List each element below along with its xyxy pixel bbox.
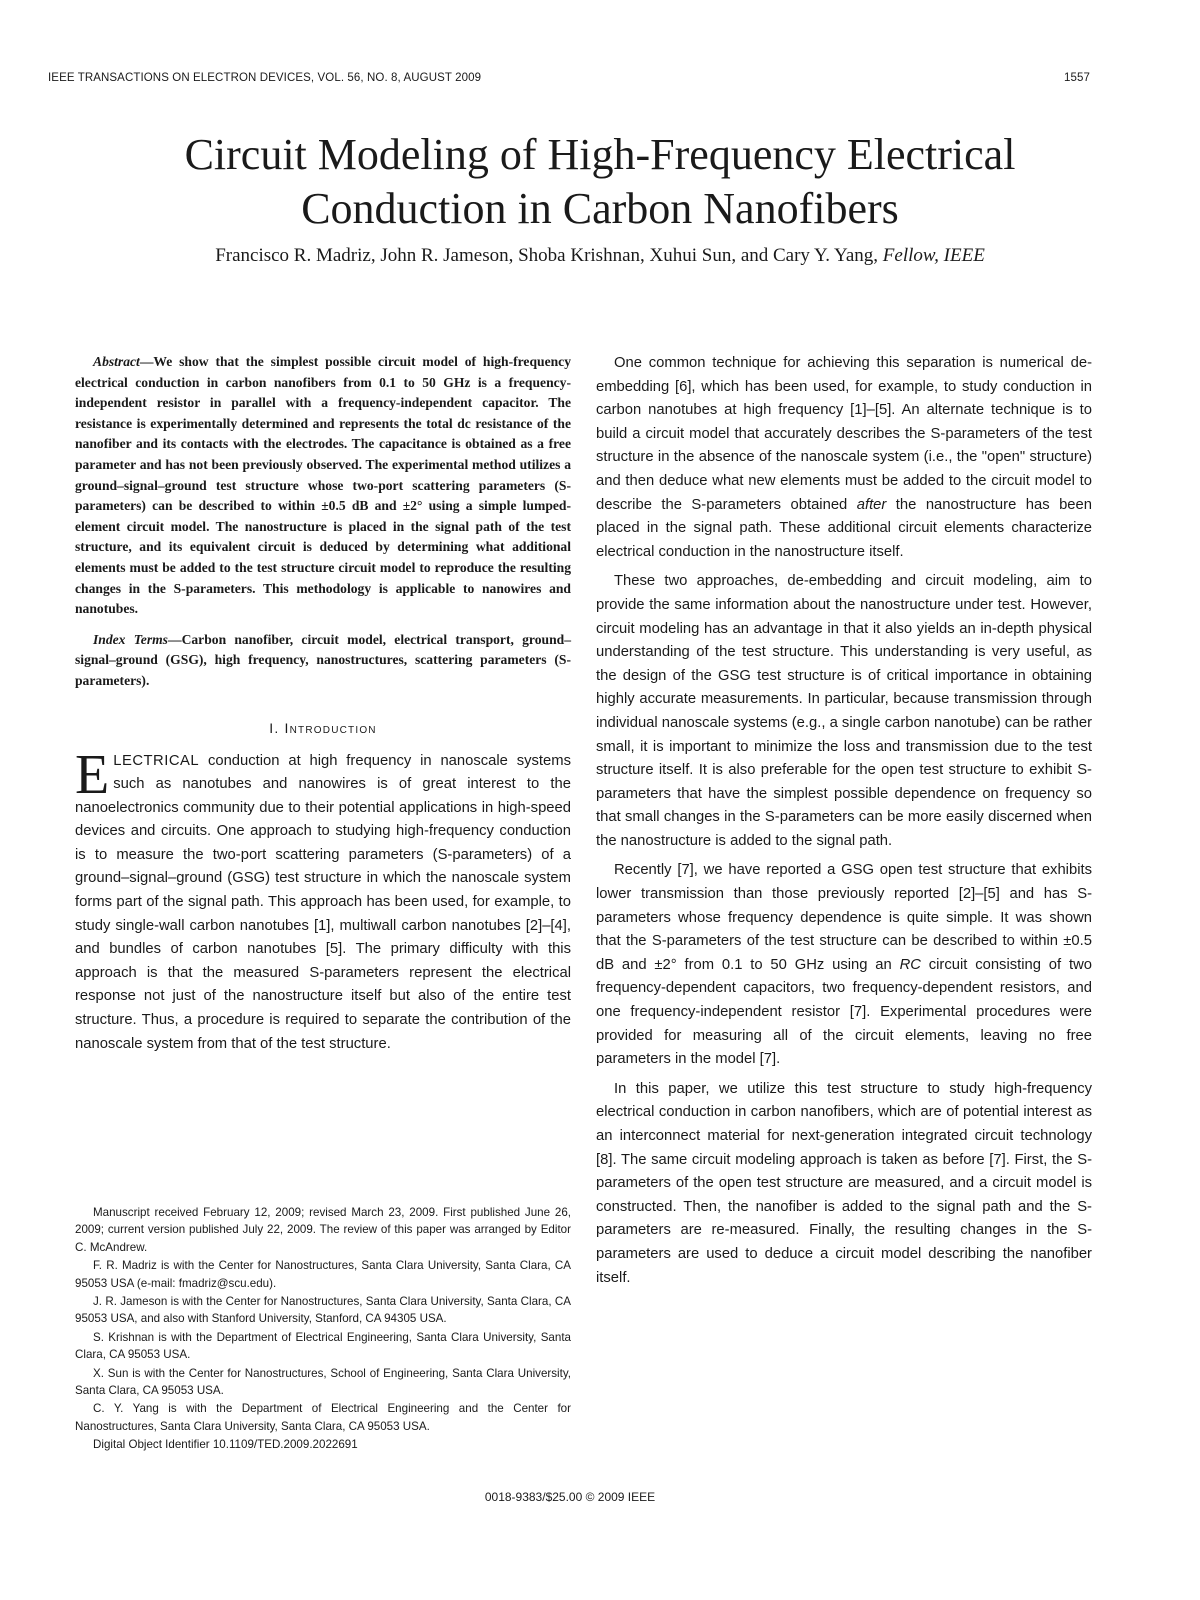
index-terms-label: Index Terms bbox=[93, 631, 168, 647]
title-line-2: Conduction in Carbon Nanofibers bbox=[301, 184, 899, 233]
abstract-text: —We show that the simplest possible circuit model of high-frequency electrical conduction in carbon nanofibers from 0.1 to 50 GHz is a frequency-independent resistor in parallel with a frequency-independent capacitor. The resistance is experimentally determined and represents the total dc resistance of the nanofiber and its contacts with the electrodes. The capacitance is obtained as a free parameter and has not been previously observed. The experimental method utilizes a ground–signal–ground test structure whose two-port scattering parameters (S-parameters) can be described to within ±0.5 dB and ±2° using a simple lumped-element circuit model. The nanostructure is placed in the signal path of the test structure, and its equivalent circuit is deduced by determining what additional elements must be added to the test structure circuit model to reproduce the resulting changes in the S-parameters. This methodology is applicable to nanowires and nanotubes. bbox=[75, 354, 571, 617]
footnote-affiliation: C. Y. Yang is with the Department of Electrical Engineering and the Center for Nanostructures, Santa Clara University, Santa Clara, CA 95053 USA. bbox=[75, 1402, 571, 1433]
journal-name: IEEE TRANSACTIONS ON ELECTRON DEVICES, VOL. 56, NO. 8, AUGUST 2009 bbox=[48, 72, 482, 84]
section-number: I. bbox=[269, 719, 280, 736]
page-number: 1557 bbox=[1064, 72, 1090, 84]
body-paragraph: In this paper, we utilize this test structure to study high-frequency electrical conduction in carbon nanofibers, which are of potential interest as an interconnect material for next-generation integrated circuit technology [8]. The same circuit modeling approach is taken as before [7]. First, the S-parameters of the open test structure are measured, and a circuit model is constructed. Then, the nanofiber is added to the signal path and the S-parameters are re-measured. Finally, the resulting changes in the S-parameters are used to deduce a circuit model describing the nanofiber itself. bbox=[596, 1080, 1092, 1286]
intro-paragraph-1 bbox=[75, 743, 571, 1057]
intro-caps-word: LECTRICAL bbox=[113, 752, 200, 769]
body-text: Recently [7], we have reported a GSG open test structure that exhibits lower transmission than those previously reported [2]–[5] and has S-parameters whose frequency dependence is quite simple. It was shown that the S-parameters of the test structure can be described to within ±0.5 dB and ±2° from 0.1 to 50 GHz using an bbox=[596, 862, 1092, 973]
abstract bbox=[75, 352, 571, 620]
drop-cap: E bbox=[75, 743, 110, 806]
footnote-doi: Digital Object Identifier 10.1109/TED.2009.2022691 bbox=[93, 1438, 358, 1452]
intro-text: conduction at high frequency in nanoscale systems such as nanotubes and nanowires is of great interest to the nanoelectronics community due to their potential applications in high-speed devices and circuits. One approach to studying high-frequency conduction is to measure the two-port scattering parameters (S-parameters) of a ground–signal–ground (GSG) test structure in which the nanoscale system forms part of the signal path. This approach has been used, for example, to study single-wall carbon nanotubes [1], multiwall carbon nanotubes [2]–[4], and bundles of carbon nanotubes [5]. The primary difficulty with this approach is that the measured S-parameters represent the electrical response not just of the nanostructure itself but also of the entire test structure. Thus, a procedure is required to separate the contribution of the nanoscale system from that of the test structure. bbox=[75, 752, 571, 1052]
right-column bbox=[596, 352, 1092, 1296]
left-column bbox=[75, 352, 571, 1062]
authors-names: Francisco R. Madriz, John R. Jameson, Shoba Krishnan, Xuhui Sun, and Cary Y. Yang, bbox=[215, 245, 879, 266]
footnote-affiliation: X. Sun is with the Center for Nanostructures, School of Engineering, Santa Clara University, Santa Clara, CA 95053 USA. bbox=[75, 1366, 571, 1398]
body-text: the nanostructure has been placed in the signal path. These additional circuit elements characterize electrical conduction in the nanostructure itself. bbox=[596, 496, 1092, 560]
body-paragraph bbox=[596, 859, 1092, 1071]
body-paragraph: These two approaches, de-embedding and circuit modeling, aim to provide the same information about the nanostructure under test. However, circuit modeling has an advantage in that it also yields an in-depth physical understanding of the test structure. This understanding is very useful, as the design of the GSG test structure is of critical importance in obtaining highly accurate measurements. In particular, because transmission through individual nanoscale systems (e.g., a single carbon nanotube) can be rather small, it is important to minimize the loss and transmission due to the test structure itself. It is also preferable for the open test structure to exhibit S-parameters that have the simplest possible dependence on frequency so that small changes in the S-parameters can be more easily discerned when the nanostructure is added to the signal path. bbox=[596, 573, 1092, 849]
emphasis-text: RC bbox=[899, 956, 921, 973]
body-text: circuit consisting of two frequency-dependent capacitors, two frequency-dependent resistors, and one frequency-independent resistor [7]. Experimental procedures were provided for measuring all of the circuit elements, leaving no free parameters in the model [7]. bbox=[596, 956, 1092, 1068]
section-heading-introduction bbox=[75, 720, 571, 736]
footnote-affiliation: J. R. Jameson is with the Center for Nanostructures, Santa Clara University, Santa Clara, CA 95053 USA, and also with Stanford University, Stanford, CA 94305 USA. bbox=[75, 1295, 571, 1326]
author-list bbox=[60, 245, 1140, 267]
index-terms bbox=[75, 630, 571, 692]
authors-fellow: Fellow, IEEE bbox=[882, 245, 985, 266]
title-line-1: Circuit Modeling of High-Frequency Electrical bbox=[184, 130, 1016, 179]
body-paragraph bbox=[596, 352, 1092, 564]
footnote-affiliation: F. R. Madriz is with the Center for Nanostructures, Santa Clara University, Santa Clara, CA 95053 USA (e-mail: fmadriz@scu.edu). bbox=[75, 1259, 571, 1290]
abstract-label: Abstract bbox=[93, 354, 140, 369]
footnote-manuscript: Manuscript received February 12, 2009; revised March 23, 2009. First published June 26, 2009; current version published July 22, 2009. The review of this paper was arranged by Editor C. McAndrew. bbox=[75, 1206, 571, 1254]
index-terms-text: —Carbon nanofiber, circuit model, electrical transport, ground–signal–ground (GSG), high frequency, nanostructures, scattering parameters (S-parameters). bbox=[75, 631, 571, 688]
paper-title bbox=[60, 128, 1140, 236]
body-text: One common technique for achieving this separation is numerical de-embedding [6], which has been used, for example, to study conduction in carbon nanotubes at high frequency [1]–[5]. An alternate technique is to build a circuit model that accurately describes the S-parameters of the test structure in the absence of the nanoscale system (i.e., the "open" structure) and then deduce what new elements must be added to the circuit model to describe the S-parameters obtained bbox=[596, 355, 1092, 513]
copyright-footer: 0018-9383/$25.00 © 2009 IEEE bbox=[484, 1490, 656, 1504]
footnotes bbox=[75, 1204, 571, 1455]
footnote-affiliation: S. Krishnan is with the Department of Electrical Engineering, Santa Clara University, Santa Clara, CA 95053 USA. bbox=[75, 1330, 571, 1362]
section-title: Introduction bbox=[284, 719, 377, 736]
emphasis-text: after bbox=[856, 496, 887, 513]
running-head bbox=[48, 72, 1090, 84]
